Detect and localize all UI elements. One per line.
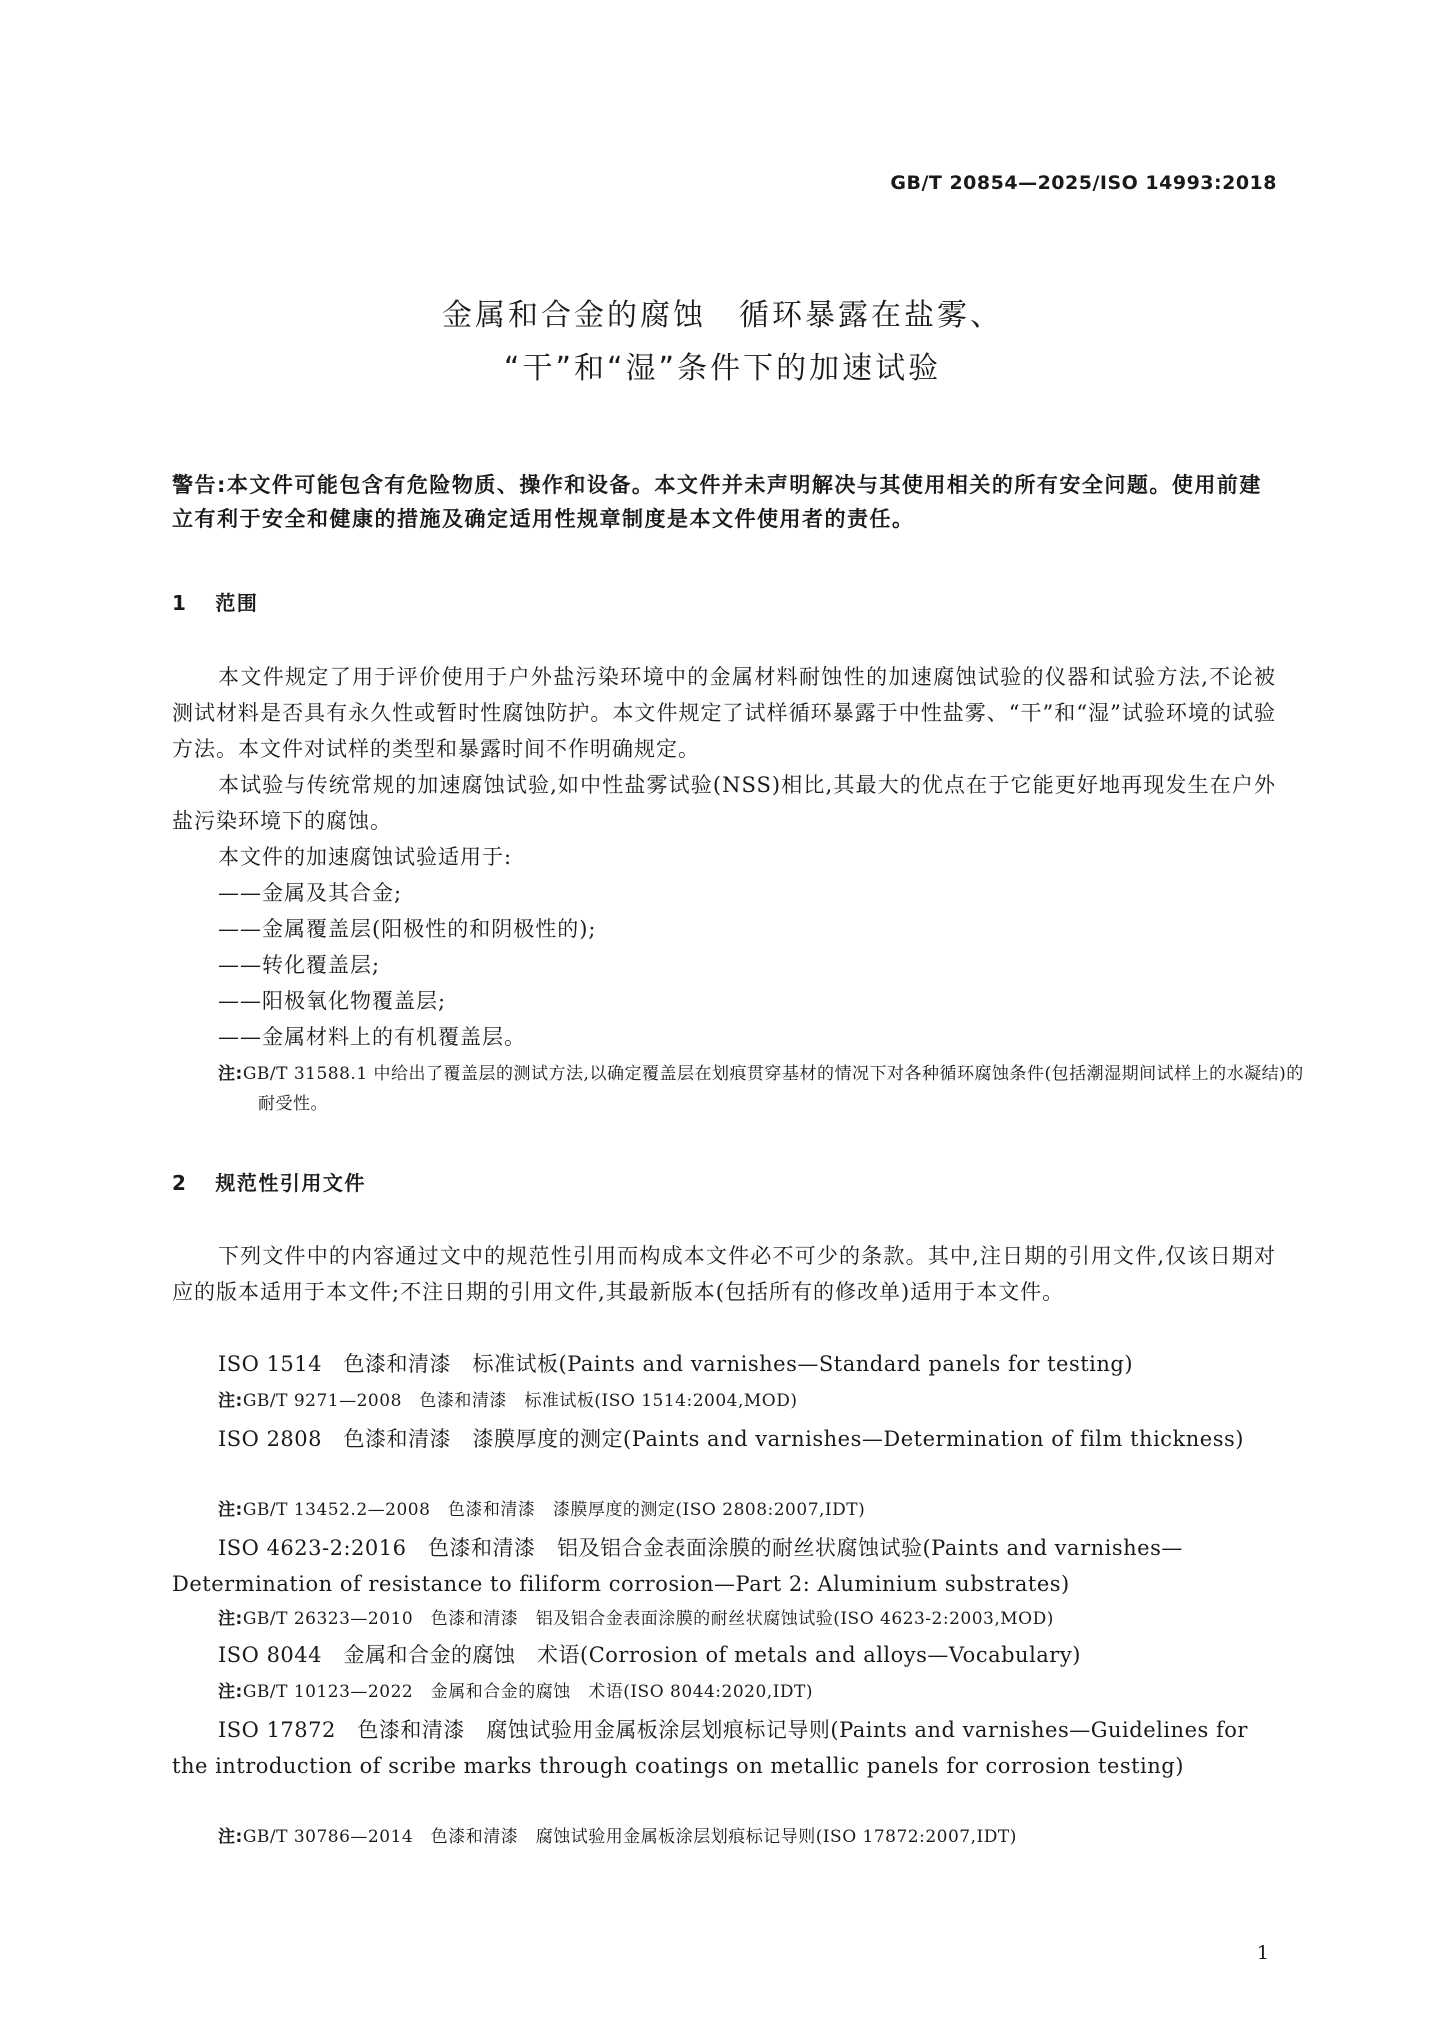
page-number: 1 bbox=[1256, 1942, 1269, 1964]
reference-entry: ISO 8044 金属和合金的腐蚀 术语(Corrosion of metals and alloys—Vocabulary) bbox=[218, 1643, 1081, 1667]
section-2-heading bbox=[172, 1167, 366, 1196]
note-label: 注: bbox=[218, 1064, 243, 1084]
note-label: 注: bbox=[218, 1827, 243, 1847]
reference-entry: ISO 1514 色漆和清漆 标准试板(Paints and varnishes—Standard panels for testing) bbox=[218, 1352, 1134, 1376]
note-label: 注: bbox=[218, 1500, 243, 1520]
reference-note bbox=[218, 1604, 1276, 1634]
list-item: ——金属材料上的有机覆盖层。 bbox=[218, 1025, 526, 1049]
note-text: GB/T 10123—2022 金属和合金的腐蚀 术语(ISO 8044:2020,IDT) bbox=[242, 1682, 814, 1702]
scope-paragraph-3: 本文件的加速腐蚀试验适用于: bbox=[218, 845, 513, 869]
note-text: GB/T 13452.2—2008 色漆和清漆 漆膜厚度的测定(ISO 2808:2007,IDT) bbox=[242, 1500, 866, 1520]
warning-paragraph: 警告:本文件可能包含有危险物质、操作和设备。本文件并未声明解决与其使用相关的所有安全问题。使用前建立有利于安全和健康的措施及确定适用性规章制度是本文件使用者的责任。 bbox=[172, 473, 1262, 531]
note-label: 注: bbox=[218, 1391, 243, 1411]
document-code: GB/T 20854—2025/ISO 14993:2018 bbox=[890, 172, 1277, 194]
note-text: GB/T 30786—2014 色漆和清漆 腐蚀试验用金属板涂层划痕标记导则(ISO 17872:2007,IDT) bbox=[242, 1827, 1017, 1847]
scope-paragraph-1: 本文件规定了用于评价使用于户外盐污染环境中的金属材料耐蚀性的加速腐蚀试验的仪器和试验方法,不论被测试材料是否具有永久性或暂时性腐蚀防护。本文件规定了试样循环暴露于中性盐雾、“干”和“湿”试验环境的试验方法。本文件对试样的类型和暴露时间不作明确规定。 bbox=[172, 665, 1276, 761]
scope-paragraph-2: 本试验与传统常规的加速腐蚀试验,如中性盐雾试验(NSS)相比,其最大的优点在于它能更好地再现发生在户外盐污染环境下的腐蚀。 bbox=[172, 773, 1276, 833]
section-2-title: 规范性引用文件 bbox=[215, 1171, 366, 1195]
title-line-2: “干”和“湿”条件下的加速试验 bbox=[503, 351, 942, 386]
reference-entry: ISO 17872 色漆和清漆 腐蚀试验用金属板涂层划痕标记导则(Paints and varnishes—Guidelines for the introduction of scribe marks through coatings on metallic panels for corrosion testing) bbox=[172, 1718, 1248, 1778]
section-1-heading bbox=[172, 587, 258, 616]
reference-note bbox=[218, 1822, 1276, 1852]
reference-note bbox=[218, 1677, 1276, 1707]
note-text: GB/T 26323—2010 色漆和清漆 铝及铝合金表面涂膜的耐丝状腐蚀试验(ISO 4623-2:2003,MOD) bbox=[242, 1609, 1054, 1629]
section-1-title: 范围 bbox=[215, 591, 259, 615]
reference-entry: ISO 2808 色漆和清漆 漆膜厚度的测定(Paints and varnishes—Determination of film thickness) bbox=[218, 1427, 1244, 1451]
list-item: ——金属覆盖层(阳极性的和阴极性的); bbox=[218, 917, 597, 941]
scope-note bbox=[218, 1059, 1316, 1119]
reference-entry: ISO 4623-2:2016 色漆和清漆 铝及铝合金表面涂膜的耐丝状腐蚀试验(Paints and varnishes—Determination of resistance to filiform corrosion—Part 2: Aluminium substrates) bbox=[172, 1536, 1183, 1596]
reference-note bbox=[218, 1386, 1276, 1416]
list-item: ——金属及其合金; bbox=[218, 881, 403, 905]
references-intro: 下列文件中的内容通过文中的规范性引用而构成本文件必不可少的条款。其中,注日期的引用文件,仅该日期对应的版本适用于本文件;不注日期的引用文件,其最新版本(包括所有的修改单)适用于本文件。 bbox=[172, 1244, 1276, 1304]
section-1-number: 1 bbox=[172, 591, 188, 615]
list-item: ——阳极氧化物覆盖层; bbox=[218, 989, 447, 1013]
note-label: 注: bbox=[218, 1682, 243, 1702]
title-line-1: 金属和合金的腐蚀 循环暴露在盐雾、 bbox=[442, 298, 1003, 333]
note-label: 注: bbox=[218, 1609, 243, 1629]
list-item: ——转化覆盖层; bbox=[218, 953, 381, 977]
note-text: GB/T 9271—2008 色漆和清漆 标准试板(ISO 1514:2004,MOD) bbox=[242, 1391, 798, 1411]
section-2-number: 2 bbox=[172, 1171, 188, 1195]
note-text: GB/T 31588.1 中给出了覆盖层的测试方法,以确定覆盖层在划痕贯穿基材的情况下对各种循环腐蚀条件(包括潮湿期间试样上的水凝结)的耐受性。 bbox=[242, 1064, 1304, 1114]
reference-note bbox=[218, 1495, 1276, 1525]
